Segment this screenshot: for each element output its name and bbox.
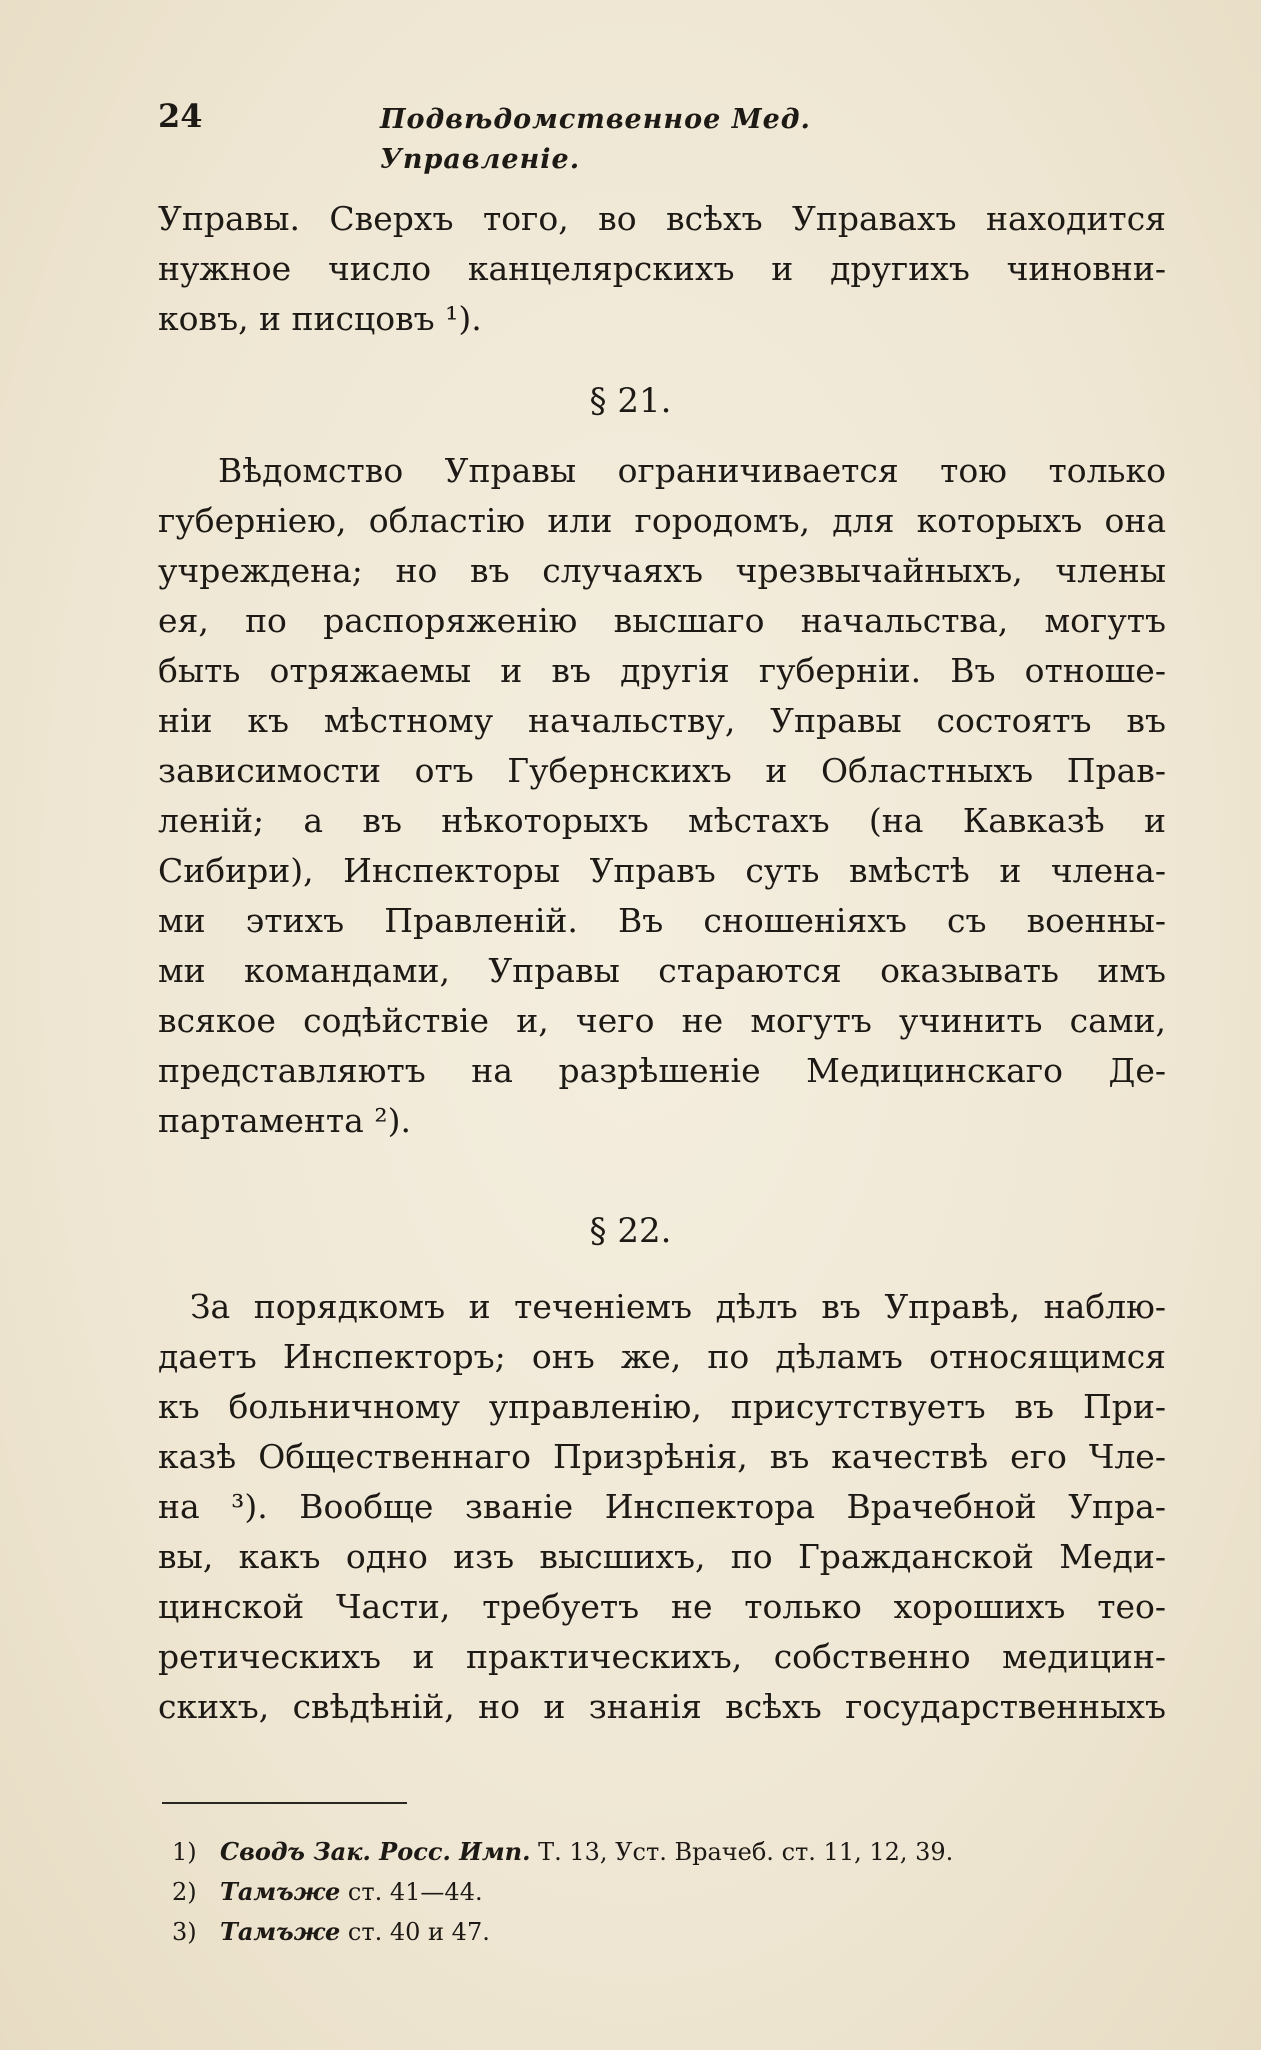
text-line: ніи къ мѣстному начальству, Управы состоятъ въ	[158, 701, 1166, 740]
text-line: Сибири), Инспекторы Управъ суть вмѣстѣ и члена-	[158, 851, 1166, 890]
section-21-paragraph	[158, 446, 1166, 1146]
footnote	[172, 1912, 1072, 1952]
footnote	[172, 1832, 1072, 1872]
section-heading-22: § 22.	[589, 1211, 672, 1251]
page-number: 24	[158, 97, 203, 135]
footnote-reference: ст. 41—44.	[340, 1878, 483, 1906]
text-line: казѣ Общественнаго Призрѣнія, въ качествѣ его Чле-	[158, 1437, 1166, 1476]
text-line: леній; а въ нѣкоторыхъ мѣстахъ (на Кавказѣ и	[158, 801, 1166, 840]
section-heading-21: § 21.	[589, 381, 672, 421]
text-line: ми этихъ Правленій. Въ сношеніяхъ съ военны-	[158, 901, 1166, 940]
paragraph-continuation	[158, 194, 1166, 344]
text-line: скихъ, свѣдѣній, но и знанія всѣхъ государственныхъ	[158, 1687, 1166, 1726]
section-22-paragraph	[158, 1282, 1166, 1732]
text-line: Управы. Сверхъ того, во всѣхъ Управахъ находится	[158, 199, 1166, 238]
page-header	[158, 96, 988, 175]
text-line: Вѣдомство Управы ограничивается тою только	[218, 451, 1166, 490]
text-line: нужное число канцелярскихъ и другихъ чиновни-	[158, 249, 1166, 288]
text-line: на ³). Вообще званіе Инспектора Врачебной Упра-	[158, 1487, 1166, 1526]
footnote-source: Тамъже	[220, 1877, 341, 1906]
footnote-reference: ст. 40 и 47.	[340, 1918, 490, 1946]
footnote-divider	[162, 1802, 407, 1804]
text-line: ретическихъ и практическихъ, собственно медицин-	[158, 1637, 1166, 1676]
text-line: партамента ²).	[158, 1101, 411, 1140]
footnotes	[172, 1832, 1072, 1952]
text-line: даетъ Инспекторъ; онъ же, по дѣламъ относящимся	[158, 1337, 1166, 1376]
text-line: представляютъ на разрѣшеніе Медицинскаго Де-	[158, 1051, 1166, 1090]
text-line: быть отряжаемы и въ другія губерніи. Въ отноше-	[158, 651, 1166, 690]
text-line: къ больничному управленію, присутствуетъ въ При-	[158, 1387, 1166, 1426]
text-line: зависимости отъ Губернскихъ и Областныхъ Прав-	[158, 751, 1166, 790]
text-line: За порядкомъ и теченіемъ дѣлъ въ Управѣ, наблю-	[190, 1287, 1166, 1326]
footnote	[172, 1872, 1072, 1912]
footnote-source: Тамъже	[220, 1917, 341, 1946]
footnote-number: 3)	[172, 1918, 197, 1946]
text-line: всякое содѣйствіе и, чего не могутъ учинить сами,	[158, 1001, 1166, 1040]
footnote-number: 1)	[172, 1838, 197, 1866]
text-line: ковъ, и писцовъ ¹).	[158, 299, 482, 338]
text-line: губерніею, областію или городомъ, для которыхъ она	[158, 501, 1166, 540]
text-line: учреждена; но въ случаяхъ чрезвычайныхъ, члены	[158, 551, 1166, 590]
text-line: цинской Части, требуетъ не только хорошихъ тео-	[158, 1587, 1166, 1626]
text-line: ми командами, Управы стараются оказывать имъ	[158, 951, 1166, 990]
footnote-number: 2)	[172, 1878, 197, 1906]
text-line: вы, какъ одно изъ высшихъ, по Гражданской Меди-	[158, 1537, 1166, 1576]
footnote-reference: Т. 13, Уст. Врачеб. ст. 11, 12, 39.	[530, 1838, 954, 1866]
running-title: Подвѣдомственное Мед. Управленіе.	[380, 104, 811, 175]
footnote-source: Сводъ Зак. Росс. Имп.	[220, 1837, 531, 1866]
text-line: ея, по распоряженію высшаго начальства, могутъ	[158, 601, 1166, 640]
